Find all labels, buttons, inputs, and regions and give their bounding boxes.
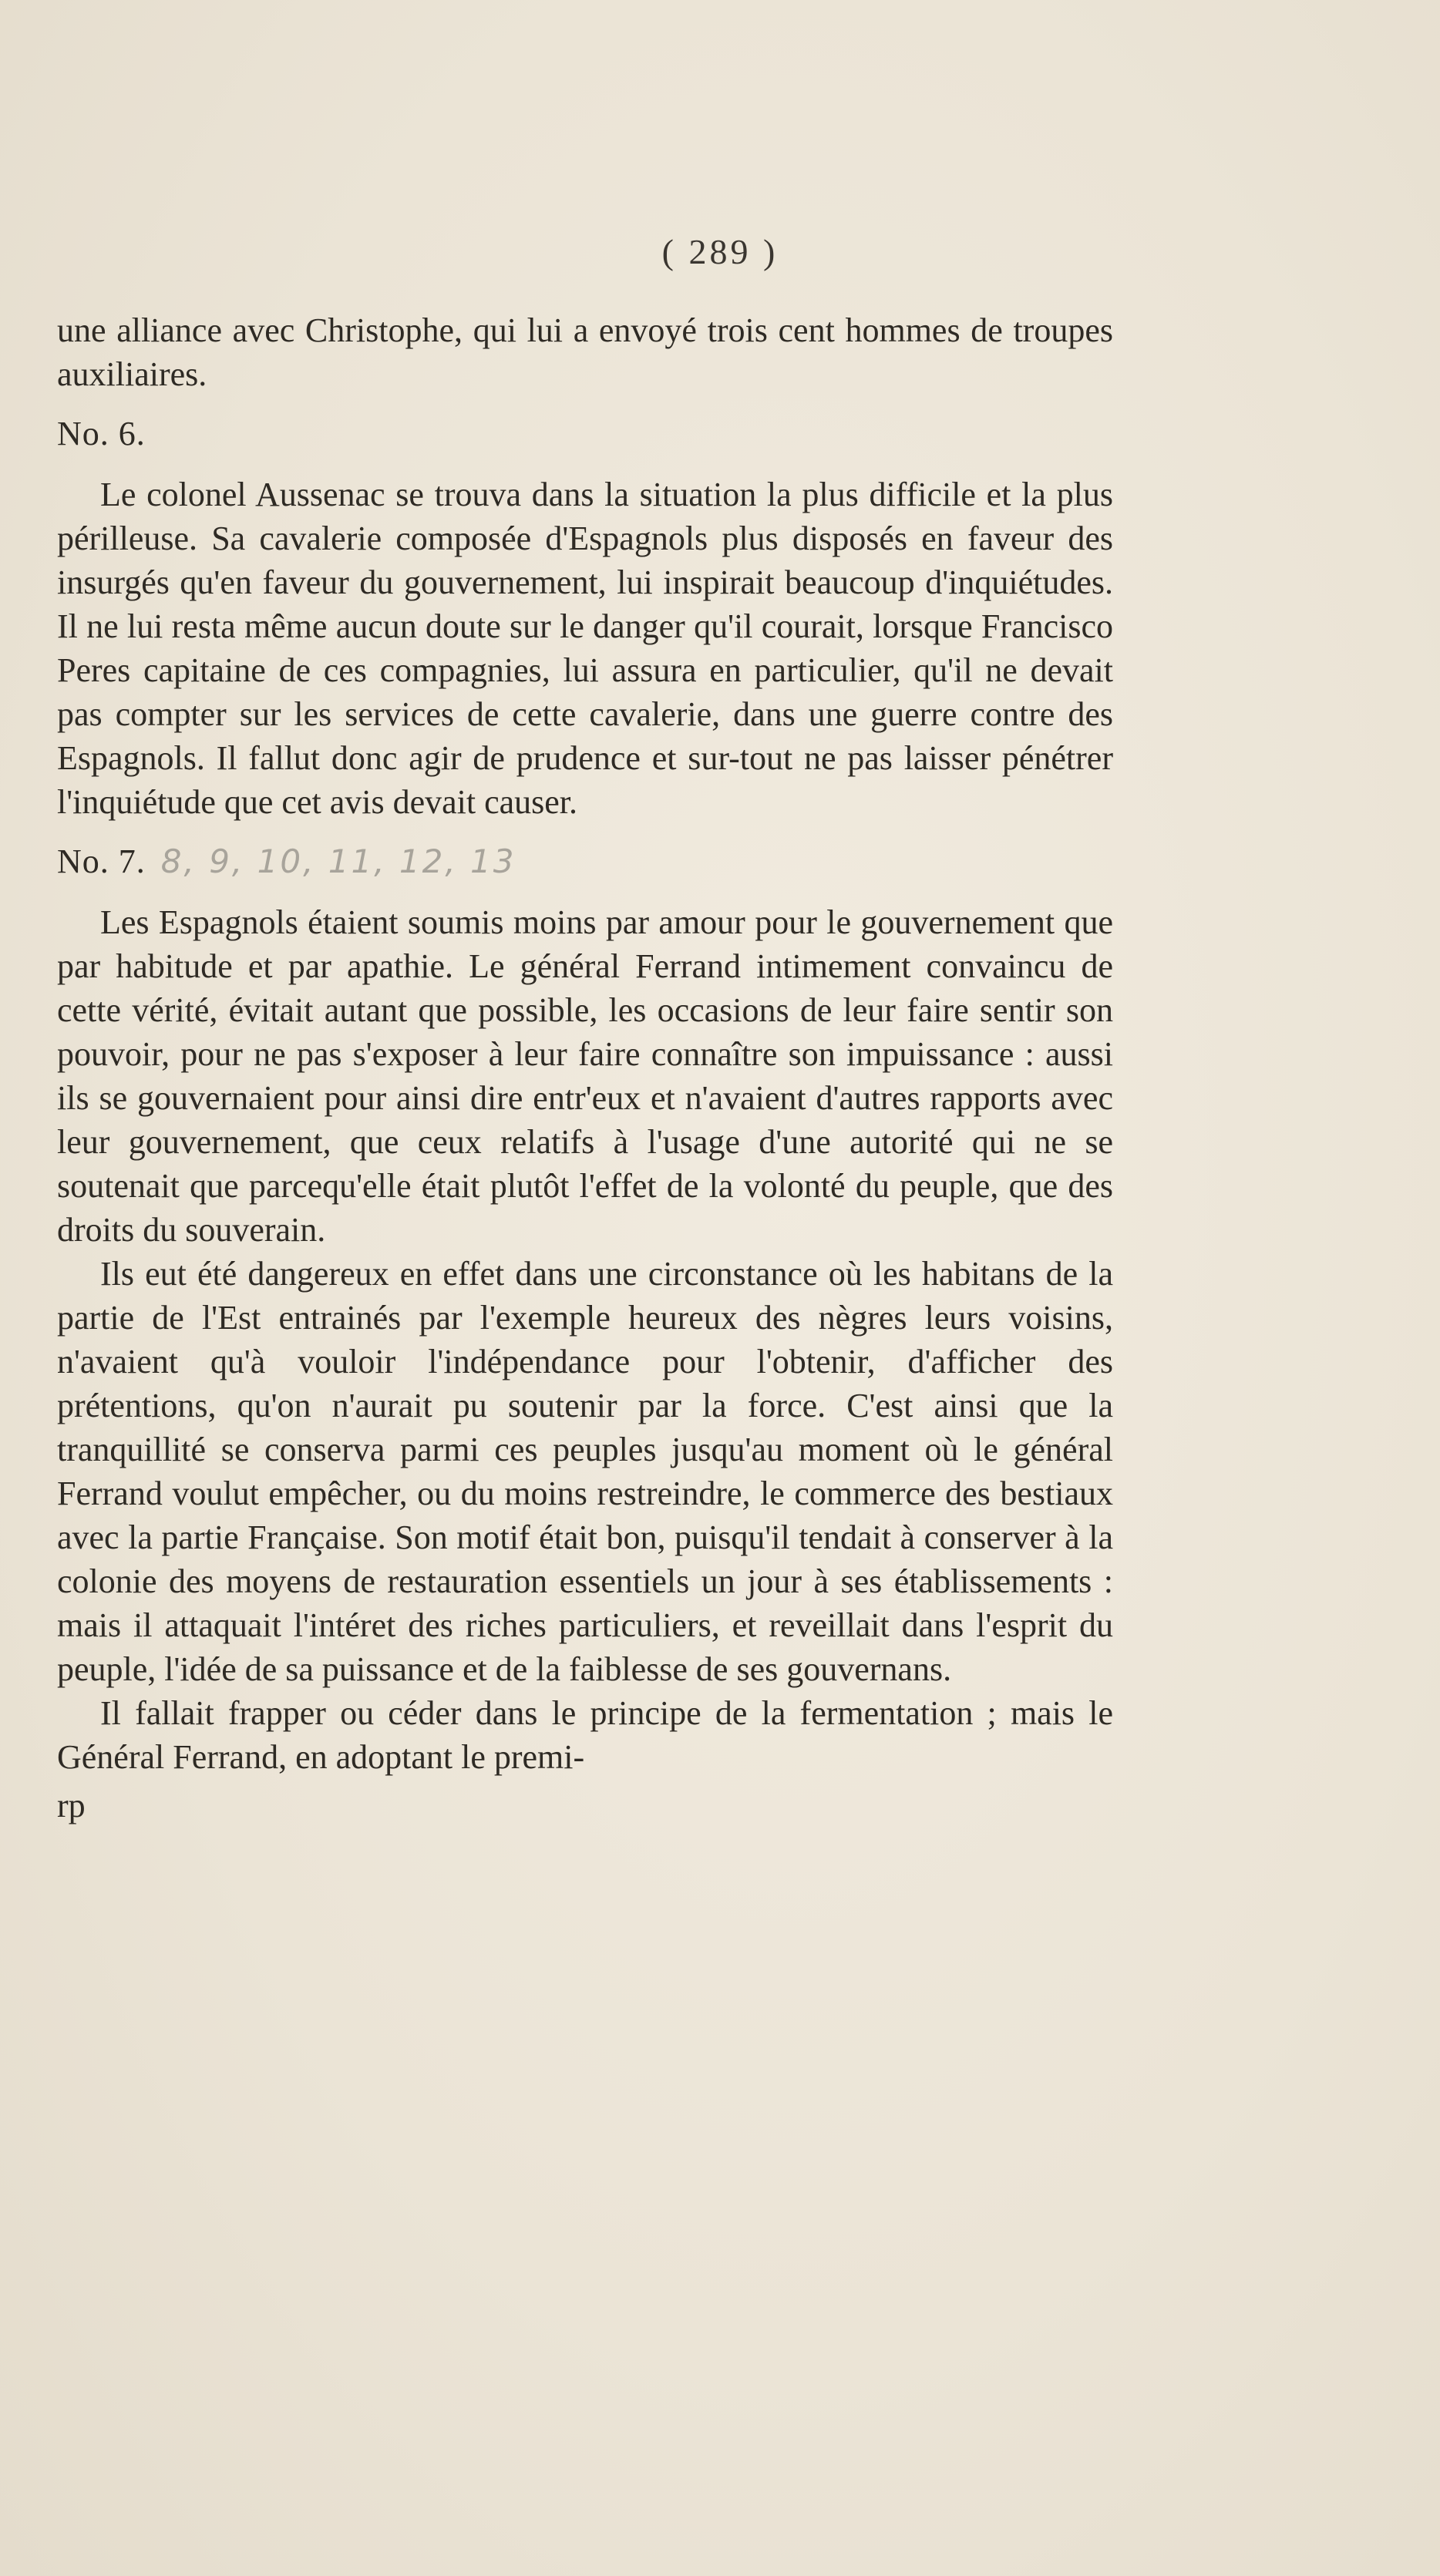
paragraph-section-7-c: Il fallait frapper ou céder dans le principe de la fermentation ; mais le Général Ferrand, en adoptant le premi- xyxy=(57,1694,1113,1776)
pencil-annotation: 8, 9, 10, 11, 12, 13 xyxy=(160,842,516,880)
paragraph-section-7-a: Les Espagnols étaient soumis moins par amour pour le gouvernement que par habitude et par apathie. Le général Ferrand intimement convaincu de cette vérité, évitait autant que possible, les occasions de leur faire sentir son pouvoir, pour ne pas s'exposer à leur faire connaître son impuissance : aussi ils se gouvernaient pour ainsi dire entr'eux et n'avaient d'autres rapports avec leur gouvernement, que ceux relatifs à l'usage d'une autorité qui ne se soutenait que parcequ'elle était plutôt l'effet de la volonté du peuple, que des droits du souverain. xyxy=(57,903,1113,1249)
paragraph-section-7-b: Ils eut été dangereux en effet dans une circonstance où les habitans de la partie de l'Est entrainés par l'exemple heureux des nègres leurs voisins, n'avaient qu'à vouloir l'indépendance pour l'obtenir, d'afficher des prétentions, qu'on n'aurait pu soutenir par la force. C'est ainsi que la tranquillité se conserva parmi ces peuples jusqu'au moment où le général Ferrand voulut empêcher, ou du moins restreindre, le commerce des bestiaux avec la partie Française. Son motif était bon, puisqu'il tendait à conserver à la colonie des moyens de restauration essentiels un jour à ses établissements : mais il attaquait l'intéret des riches particuliers, et reveillait dans l'esprit du peuple, l'idée de sa puissance et de la faiblesse de ses gouvernans. xyxy=(57,1255,1113,1688)
catchword: rp xyxy=(57,1787,86,1824)
page-text xyxy=(57,308,1113,1828)
section-heading-no-7 xyxy=(57,839,1113,883)
paragraph-continued: une alliance avec Christophe, qui lui a envoyé trois cent hommes de troupes auxiliaires. xyxy=(57,311,1113,393)
page-number: ( 289 ) xyxy=(661,232,779,271)
section-heading-no-6 xyxy=(57,412,1113,456)
paragraph-section-6: Le colonel Aussenac se trouva dans la situation la plus difficile et la plus périlleuse. Sa cavalerie composée d'Espagnols plus disposés en faveur des insurgés qu'en faveur du gouvernement, lui inspirait beaucoup d'inquiétudes. Il ne lui resta même aucun doute sur le danger qu'il courait, lorsque Francisco Peres capitaine de ces compagnies, lui assura en particulier, qu'il ne devait pas compter sur les services de cette cavalerie, dans une guerre contre des Espagnols. Il fallut donc agir de prudence et sur-tout ne pas laisser pénétrer l'inquiétude que cet avis devait causer. xyxy=(57,476,1113,821)
section-heading-label: No. 7. xyxy=(57,842,146,880)
section-heading-label: No. 6. xyxy=(57,415,146,452)
